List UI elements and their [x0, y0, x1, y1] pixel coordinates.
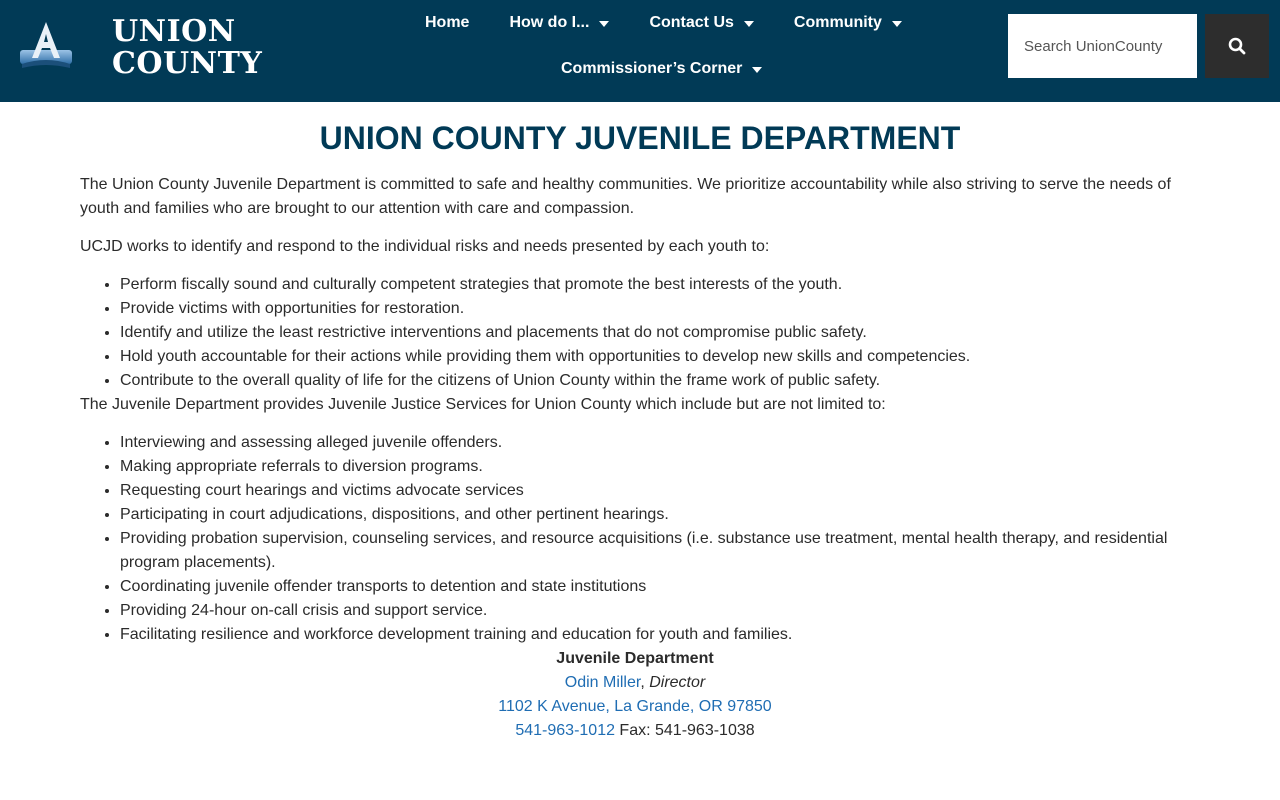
nav-commissioners-corner[interactable] [541, 60, 782, 78]
director-separator: , [640, 674, 650, 691]
main-nav [405, 10, 922, 36]
chevron-down-icon [892, 21, 902, 27]
list-item: • Facilitating resilience and workforce development training and education for youth and families. [120, 623, 1190, 647]
services-list [120, 431, 1190, 647]
list-item: • Perform fiscally sound and culturally competent strategies that promote the best interests of the youth. [120, 273, 1190, 297]
list-item: • Participating in court adjudications, dispositions, and other pertinent hearings. [120, 503, 1190, 527]
risks-lead-paragraph: UCJD works to identify and respond to the individual risks and needs presented by each youth to: [80, 238, 770, 255]
chevron-down-icon [744, 21, 754, 27]
nav-contact-us-label: Contact Us [649, 14, 734, 31]
intro-paragraph: The Union County Juvenile Department is committed to safe and healthy communities. We prioritize accountability while also striving to serve the needs of youth and families who are brought to our attention with care and compassion. [80, 176, 1171, 217]
contact-department: Juvenile Department [556, 650, 714, 667]
nav-how-do-i[interactable] [489, 14, 629, 32]
contact-phone-line [80, 719, 1190, 743]
list-item: • Interviewing and assessing alleged juvenile offenders. [120, 431, 1190, 455]
nav-community[interactable] [774, 14, 922, 32]
site-logo-text[interactable] [112, 16, 262, 80]
nav-how-do-i-label: How do I... [509, 14, 590, 31]
search-icon [1228, 37, 1246, 55]
page-title: UNION COUNTY JUVENILE DEPARTMENT [319, 120, 961, 156]
chevron-down-icon [752, 67, 762, 73]
list-item: • Coordinating juvenile offender transports to detention and state institutions [120, 575, 1190, 599]
nav-commissioners-corner-label: Commissioner’s Corner [561, 60, 743, 77]
list-item: • Provide victims with opportunities for restoration. [120, 297, 1190, 321]
list-item: • Providing probation supervision, counseling services, and resource acquisitions (i.e. substance use treatment, mental health therapy, and residential program placements). [120, 527, 1190, 575]
list-item: • Identify and utilize the least restrictive interventions and placements that do not compromise public safety. [120, 321, 1190, 345]
search-input[interactable] [1008, 14, 1197, 78]
contact-block [80, 647, 1190, 743]
goals-list [120, 273, 1190, 393]
list-item: • Hold youth accountable for their actions while providing them with opportunities to develop new skills and competencies. [120, 345, 1190, 369]
list-item: • Contribute to the overall quality of life for the citizens of Union County within the frame work of public safety. [120, 369, 1190, 393]
county-logo-icon[interactable] [18, 20, 74, 72]
director-name-link[interactable]: Odin Miller [564, 674, 641, 691]
chevron-down-icon [599, 21, 609, 27]
site-header [0, 0, 1280, 102]
services-lead-paragraph: The Juvenile Department provides Juvenile Justice Services for Union County which include but are not limited to: [80, 396, 886, 413]
page-content [80, 173, 1190, 743]
nav-home[interactable] [405, 14, 489, 32]
nav-community-label: Community [793, 14, 882, 31]
list-item: • Making appropriate referrals to diversion programs. [120, 455, 1190, 479]
fax-number: Fax: 541-963-1038 [614, 722, 755, 739]
logo-line-1: UNION [112, 14, 236, 49]
director-role: Director [649, 674, 706, 691]
list-item: • Requesting court hearings and victims advocate services [120, 479, 1190, 503]
phone-link[interactable]: 541-963-1012 [515, 722, 615, 739]
contact-director-line [80, 671, 1190, 695]
contact-address-line [80, 695, 1190, 719]
main-nav-row-2 [541, 56, 782, 82]
search-button[interactable] [1205, 14, 1269, 78]
list-item: • Providing 24-hour on-call crisis and support service. [120, 599, 1190, 623]
logo-line-2: COUNTY [112, 46, 263, 81]
nav-home-label: Home [425, 14, 470, 31]
address-link[interactable]: 1102 K Avenue, La Grande, OR 97850 [498, 698, 772, 715]
nav-contact-us[interactable] [629, 14, 773, 32]
